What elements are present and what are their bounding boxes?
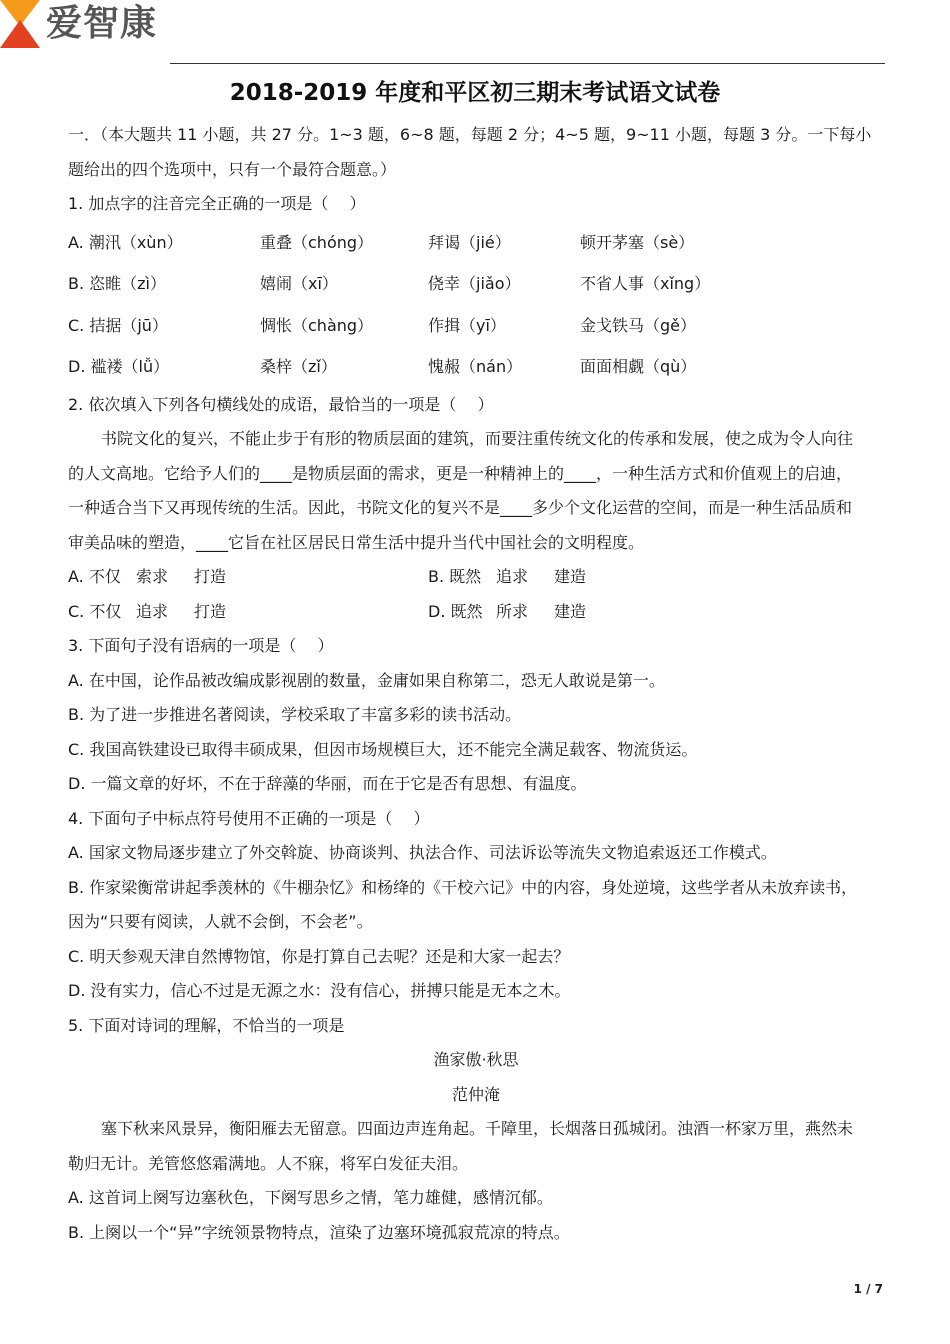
q4-option-line: C. 明天参观天津自然博物馆，你是打算自己去呢？还是和大家一起去？ — [68, 946, 570, 966]
q2-passage-line: 一种适合当下又再现传统的生活。因此，书院文化的复兴不是____多少个文化运营的空间，而是一种生活品质和 — [68, 498, 853, 517]
poem-title: 渔家傲·秋思 — [433, 1050, 519, 1069]
q2-option-row — [68, 560, 884, 595]
page-title: 2018-2019 年度和平区初三期末考试语文试卷 — [229, 80, 721, 106]
logo-text: 爱智康 — [46, 3, 158, 44]
q5-option: A. 这首词上阕写边塞秋色，下阕写思乡之情，笔力雄健，感情沉郁。 — [68, 1188, 553, 1207]
q1-option-cell: 嬉闹（xī） — [260, 274, 338, 293]
q1-option-cell: D. 褴褛（lǚ） — [68, 357, 170, 376]
q1-option-cell: B. 恣睢（zì） — [68, 274, 166, 293]
q2-option: D. 既然 所求 建造 — [428, 601, 587, 621]
q1-option-cell: 金戈铁马（gě） — [580, 315, 697, 335]
q2-passage-line: 的人文高地。它给予人们的____是物质层面的需求，更是一种精神上的____，一种生活方式和价值观上的启迪， — [68, 463, 853, 483]
q4-option-line: D. 没有实力，信心不过是无源之水：没有信心，拼搏只能是无本之木。 — [68, 981, 571, 1000]
q1-option-cell: 不省人事（xǐng） — [580, 274, 711, 293]
q1-option-cell: 作揖（yī） — [428, 315, 506, 335]
poem-author: 范仲淹 — [451, 1084, 500, 1104]
exam-content — [68, 118, 884, 1250]
q2-option: A. 不仅 索求 打造 — [68, 567, 227, 586]
brand-logo — [0, 0, 157, 48]
question-3-stem: 3. 下面句子没有语病的一项是（ ） — [68, 636, 334, 655]
question-5-stem: 5. 下面对诗词的理解，不恰当的一项是 — [68, 1015, 345, 1035]
q2-passage-line: 书院文化的复兴，不能止步于有形的物质层面的建筑，而要注重传统文化的传承和发展，使之成为令人向往 — [101, 429, 854, 448]
q1-option-row — [68, 222, 884, 264]
question-2-stem: 2. 依次填入下列各句横线处的成语，最恰当的一项是（ ） — [68, 394, 494, 414]
section-intro-line: 题给出的四个选项中，只有一个最符合题意。） — [68, 159, 397, 179]
q1-option-cell: 顿开茅塞（sè） — [580, 232, 695, 252]
q1-option-cell: 面面相觑（qù） — [580, 357, 697, 376]
q1-option-cell: A. 潮汛（xùn） — [68, 232, 183, 252]
question-1-stem: 1. 加点字的注音完全正确的一项是（ ） — [68, 194, 366, 213]
q1-option-cell: 桑梓（zǐ） — [260, 357, 337, 376]
q1-option-cell: 拜谒（jié） — [428, 232, 511, 252]
header-rule — [170, 63, 885, 64]
q2-option-row — [68, 595, 884, 630]
q2-passage-line: 审美品味的塑造，____它旨在社区居民日常生活中提升当代中国社会的文明程度。 — [68, 532, 645, 552]
q3-option: B. 为了进一步推进名著阅读，学校采取了丰富多彩的读书活动。 — [68, 705, 522, 724]
q4-option-line: A. 国家文物局逐步建立了外交斡旋、协商谈判、执法合作、司法诉讼等流失文物追索返还工作模式。 — [68, 843, 777, 862]
q1-option-cell: 侥幸（jiǎo） — [428, 274, 521, 293]
q1-option-row — [68, 263, 884, 305]
page-number: 1 / 7 — [853, 1282, 883, 1296]
q5-option: B. 上阕以一个“异”字统领景物特点，渲染了边塞环境孤寂荒凉的特点。 — [68, 1222, 570, 1242]
q1-option-row — [68, 346, 884, 388]
poem-line: 勒归无计。羌管悠悠霜满地。人不寐，将军白发征夫泪。 — [68, 1153, 469, 1173]
q2-option: C. 不仅 追求 打造 — [68, 601, 227, 621]
poem-line: 塞下秋来风景异，衡阳雁去无留意。四面边声连角起。千障里，长烟落日孤城闭。浊酒一杯家万里，燕然未 — [101, 1119, 854, 1138]
q4-option-line: B. 作家梁衡常讲起季羡林的《牛棚杂忆》和杨绛的《干校六记》中的内容，身处逆境，这些学者从未放弃读书， — [68, 877, 858, 897]
question-4-stem: 4. 下面句子中标点符号使用不正确的一项是（ ） — [68, 808, 430, 828]
q1-option-cell: 惆怅（chàng） — [260, 315, 374, 335]
q3-option: A. 在中国，论作品被改编成影视剧的数量，金庸如果自称第二，恐无人敢说是第一。 — [68, 670, 665, 690]
q1-option-row — [68, 305, 884, 347]
q3-option: C. 我国高铁建设已取得丰硕成果，但因市场规模巨大，还不能完全满足载客、物流货运。 — [68, 739, 698, 759]
q1-option-cell: 愧赧（nán） — [428, 357, 523, 376]
section-intro-line: 一．（本大题共 11 小题，共 27 分。1~3 题，6~8 题，每题 2 分；4~5 题，9~11 小题，每题 3 分。一下每小 — [68, 125, 872, 144]
q1-option-cell: C. 拮据（jū） — [68, 315, 168, 335]
q2-option: B. 既然 追求 建造 — [428, 567, 587, 586]
q3-option: D. 一篇文章的好坏，不在于辞藻的华丽，而在于它是否有思想、有温度。 — [68, 774, 587, 793]
q4-option-line: 因为“只要有阅读，人就不会倒，不会老”。 — [68, 912, 373, 931]
q1-option-cell: 重叠（chóng） — [260, 232, 374, 252]
logo-mark-icon — [0, 0, 40, 48]
